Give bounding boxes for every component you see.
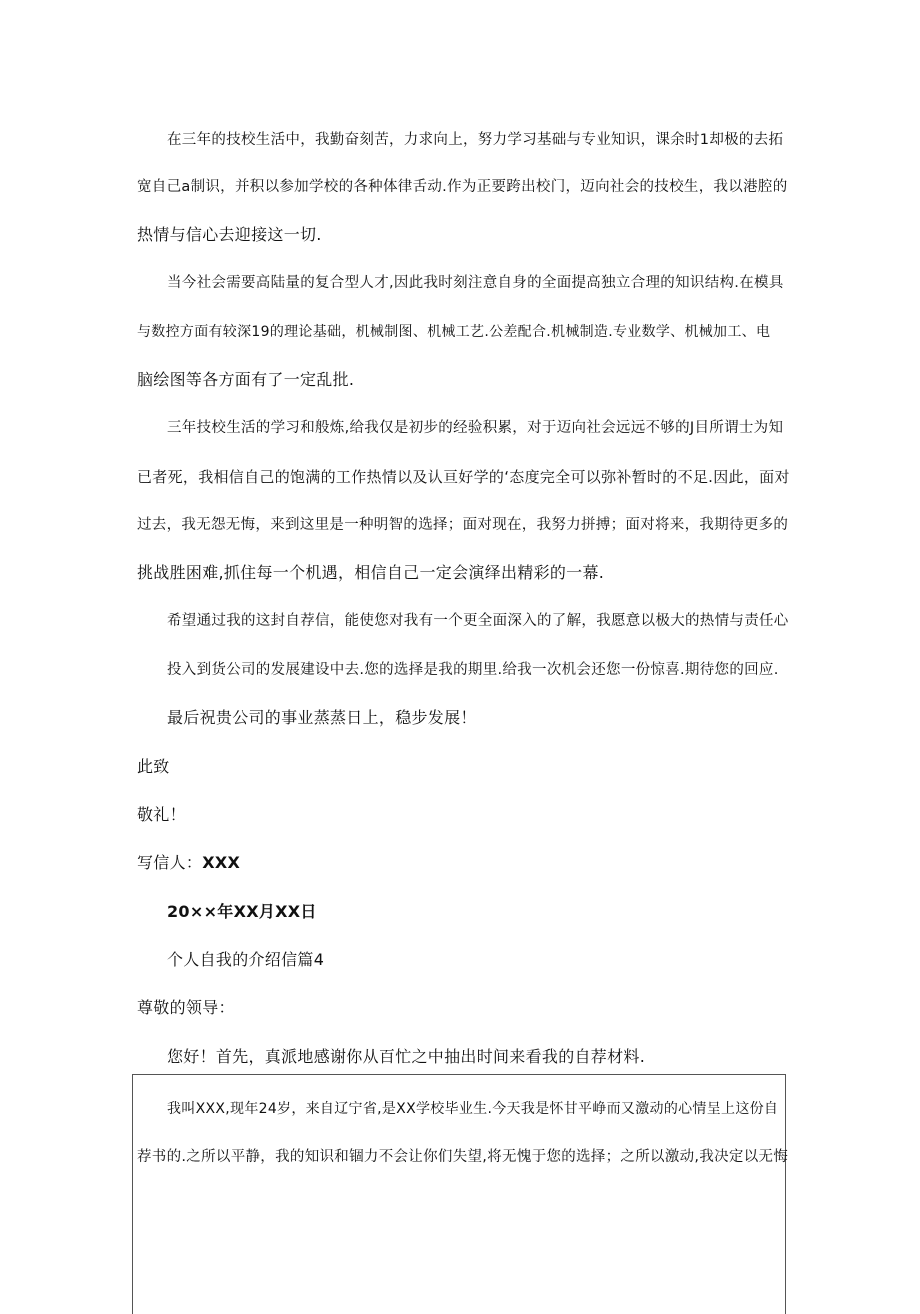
closing-salutation-2: 敬礼！ (137, 805, 186, 824)
paragraph-3-line-2: 已者死，我相信自己的饱满的工作热情以及认亘好学的‘态度完全可以弥补暂时的不足.因此，面对 (137, 468, 790, 486)
paragraph-4-line-2: 投入到货公司的发展建设中去.您的选择是我的期里.给我一次机会还您一份惊喜.期待您的回应. (167, 662, 779, 678)
paragraph-2-line-1: 当今社会需要高陆量的复合型人才,因此我时刻注意自身的全面提高独立合理的知识结构.在模具 (167, 275, 784, 291)
paragraph-4-line-1: 希望通过我的这封自荐信，能使您对我有一个更全面深入的了解，我愿意以极大的热情与责任心 (167, 613, 789, 629)
signer-label: 写信人： (137, 853, 203, 872)
section-title: 个人自我的介绍信篇4 (167, 950, 325, 969)
greeting: 尊敬的领导： (137, 998, 235, 1017)
closing-salutation-1: 此致 (137, 757, 170, 776)
paragraph-3-line-4: 挑战胜困难,抓住每一个机遇，相信自己一定会演绎出精彩的一幕. (137, 563, 605, 582)
paragraph-1-line-1: 在三年的技校生活中，我勤奋刻苦，力求向上，努力学习基础与专业知识，课余时1却极的去拓 (167, 132, 784, 148)
signer (137, 853, 240, 873)
intro-line: 您好！首先，真派地感谢你从百忙之中抽出时间来看我的自荐材料. (167, 1047, 646, 1066)
letter-date: 20××年XX月XX日 (167, 902, 317, 921)
boxed-line-2: 荐书的.之所以平静，我的知识和锢力不会让你们失望,将无愧于您的选择；之所以激动,我决定以无悔 (137, 1149, 789, 1165)
paragraph-3-line-3: 过去，我无怨无悔，来到这里是一种明智的选择；面对现在，我努力拼搏；面对将来，我期待更多的 (137, 517, 789, 533)
paragraph-2-line-3: 脑绘图等各方面有了一定乱批. (137, 370, 355, 389)
paragraph-1-line-3: 热情与信心去迎接这一切. (137, 225, 322, 244)
signer-name: XXX (202, 853, 241, 872)
paragraph-3-line-1: 三年技校生活的学习和般炼,给我仅是初步的经验积累，对于迈向社会远远不够的J目所谓士为知 (167, 420, 784, 436)
paragraph-1-line-2: 宽自己a制识，并积以参加学校的各种体律舌动.作为正要跨出校门，迈向社会的技校生，我以港腔的 (137, 179, 788, 195)
boxed-line-1: 我叫XXX,现年24岁，来自辽宁省,是XX学校毕业生.今天我是怀甘平峥而又激动的心情呈上这份自 (167, 1101, 779, 1117)
paragraph-2-line-2: 与数控方面有较深19的理论基础，机械制图、机械工艺.公差配合.机械制造.专业数学、机械加工、电 (137, 324, 771, 340)
closing-wish: 最后祝贵公司的事业蒸蒸日上，稳步发展！ (167, 708, 477, 727)
